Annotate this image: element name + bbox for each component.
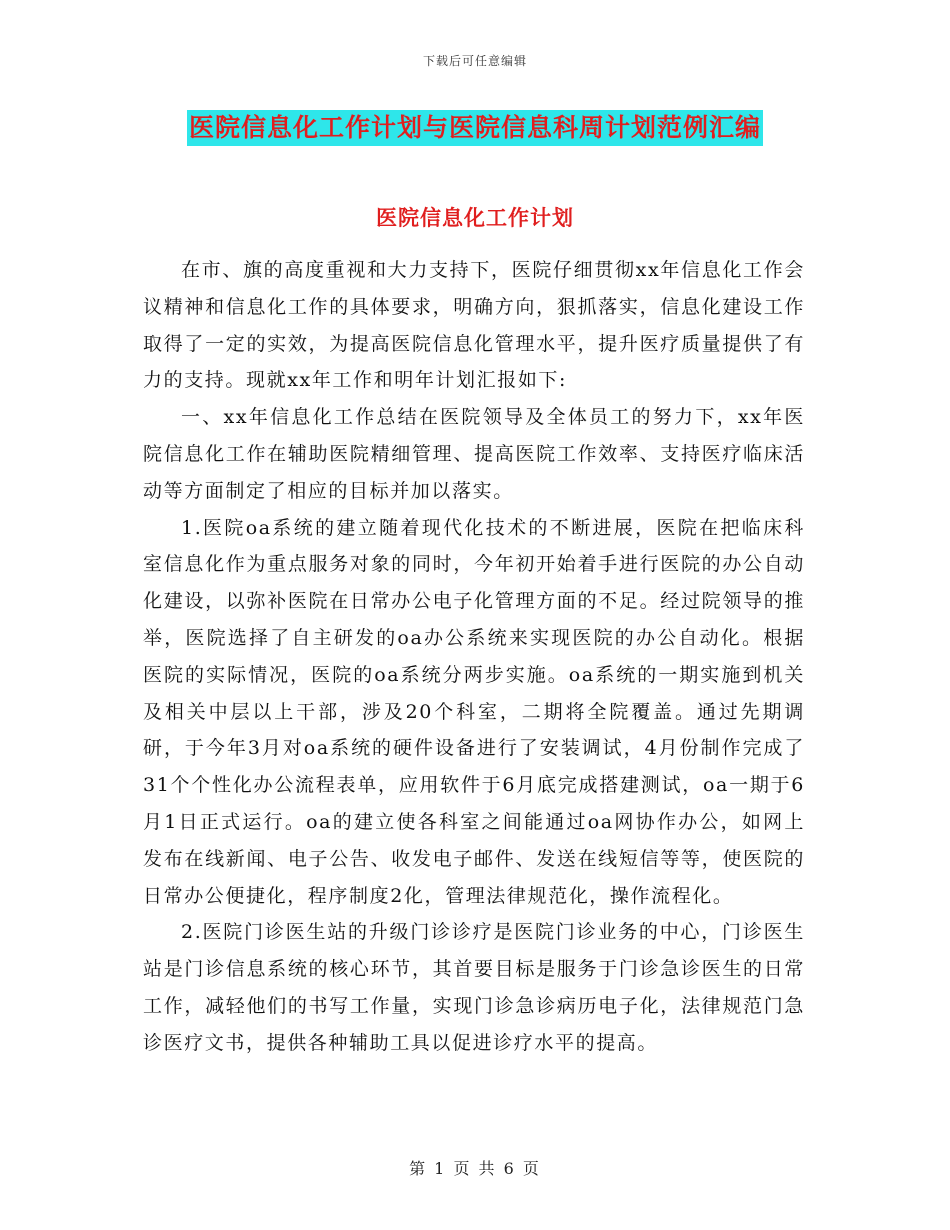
section-title: 医院信息化工作计划 — [376, 206, 574, 230]
paragraph-outpatient-station: 2.医院门诊医生站的升级门诊诊疗是医院门诊业务的中心，门诊医生站是门诊信息系统的核心环节，其首要目标是服务于门诊急诊医生的日常工作，减轻他们的书写工作量，实现门诊急诊病历电子化，法律规范门急诊医疗文书，提供各种辅助工具以促进诊疗水平的提高。 — [143, 921, 805, 1054]
page-header-note: 下载后可任意编辑 — [422, 54, 527, 68]
document-title: 医院信息化工作计划与医院信息科周计划范例汇编 — [187, 110, 763, 146]
document-body — [143, 252, 805, 1062]
paragraph-intro: 在市、旗的高度重视和大力支持下，医院仔细贯彻xx年信息化工作会议精神和信息化工作的具体要求，明确方向，狠抓落实，信息化建设工作取得了一定的实效，为提高医院信息化管理水平，提升医疗质量提供了有力的支持。现就xx年工作和明年计划汇报如下: — [143, 259, 805, 392]
page-number: 第 1 页 共 6 页 — [409, 1159, 541, 1178]
paragraph-oa-system: 1.医院oa系统的建立随着现代化技术的不断进展，医院在把临床科室信息化作为重点服务对象的同时，今年初开始着手进行医院的办公自动化建设，以弥补医院在日常办公电子化管理方面的不足。经过院领导的推举，医院选择了自主研发的oa办公系统来实现医院的办公自动化。根据医院的实际情况，医院的oa系统分两步实施。oa系统的一期实施到机关及相关中层以上干部，涉及20个科室，二期将全院覆盖。通过先期调研，于今年3月对oa系统的硬件设备进行了安装调试，4月份制作完成了31个个性化办公流程表单，应用软件于6月底完成搭建测试，oa一期于6月1日正式运行。oa的建立使各科室之间能通过oa网协作办公，如网上发布在线新闻、电子公告、收发电子邮件、发送在线短信等等，使医院的日常办公便捷化，程序制度2化，管理法律规范化，操作流程化。 — [143, 516, 805, 907]
document-title-container — [0, 110, 950, 146]
paragraph-summary: 一、xx年信息化工作总结在医院领导及全体员工的努力下，xx年医院信息化工作在辅助医院精细管理、提高医院工作效率、支持医疗临床活动等方面制定了相应的目标并加以落实。 — [143, 406, 805, 502]
